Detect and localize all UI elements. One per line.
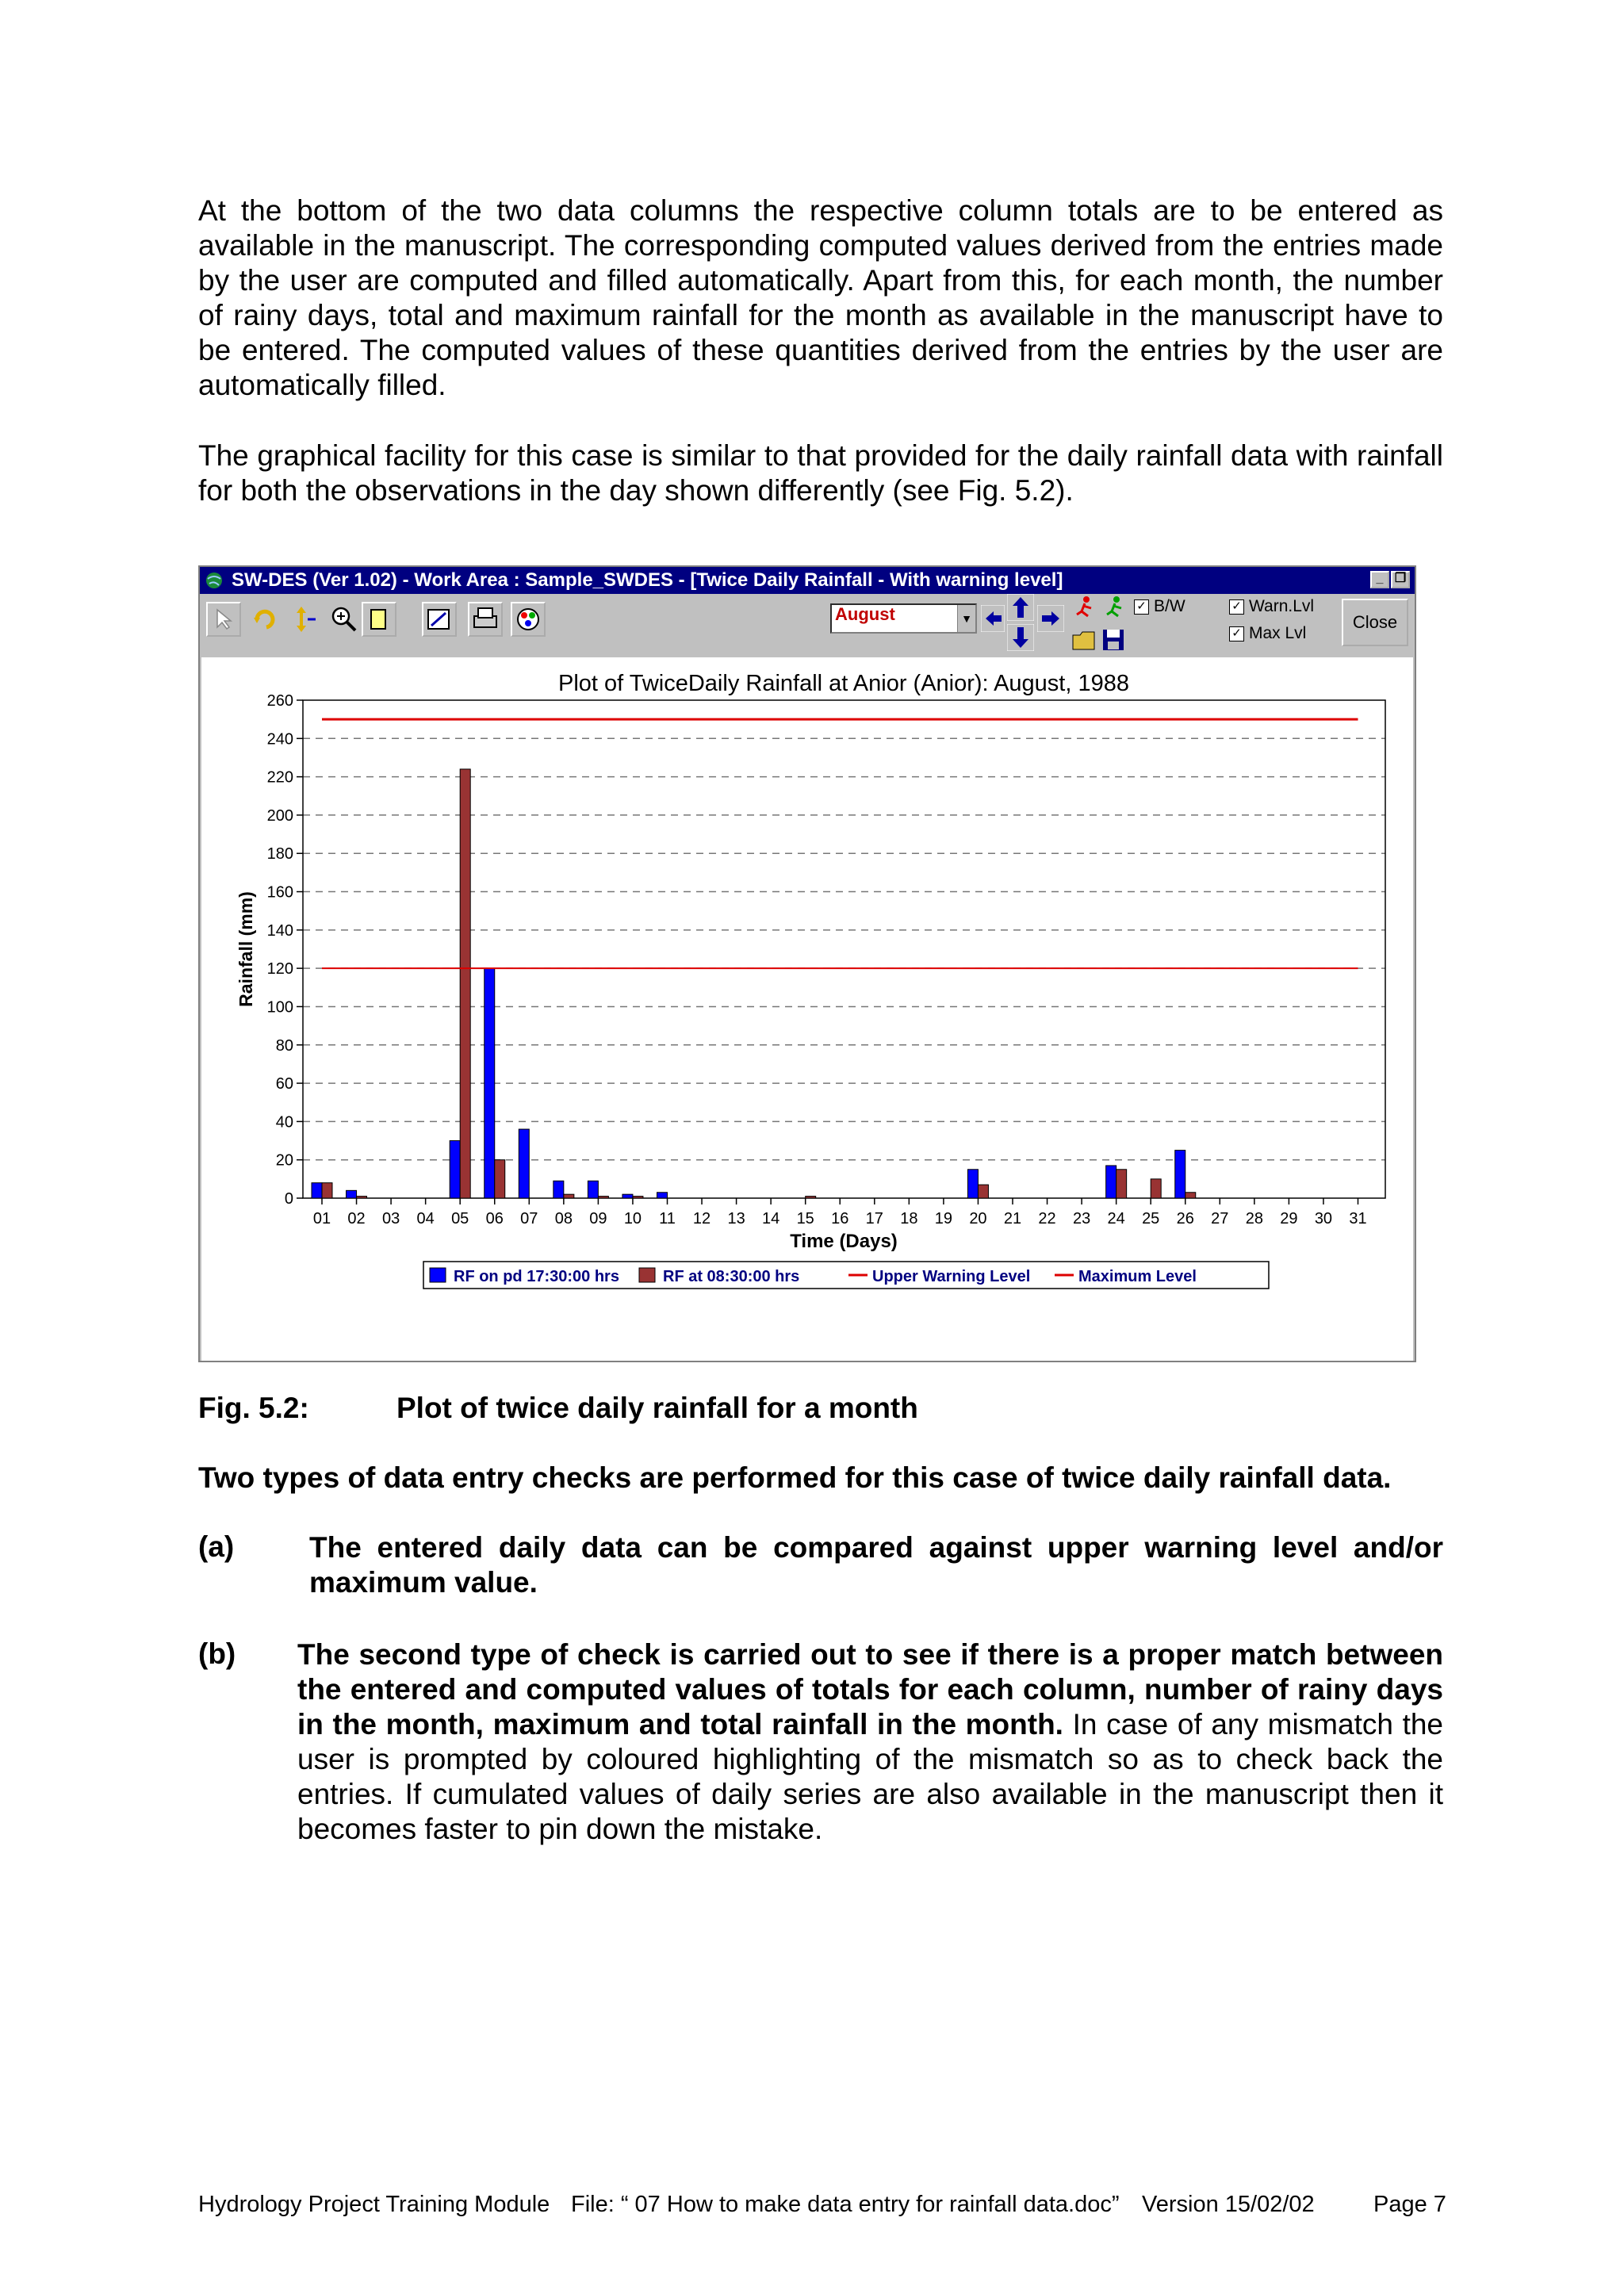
item-a-label: (a) — [198, 1530, 235, 1563]
legend-at-0830-label: RF at 08:30:00 hrs — [663, 1268, 800, 1285]
bar-pd-1730 — [1106, 1166, 1116, 1198]
prev-icon[interactable] — [981, 605, 1005, 632]
x-tick-label: 07 — [520, 1210, 538, 1227]
x-tick-label: 10 — [623, 1210, 642, 1227]
x-tick-label: 11 — [659, 1210, 676, 1227]
bar-pd-1730 — [312, 1183, 322, 1198]
item-b-normal: In case of any mismatch the user is prompted by coloured highlighting of the mismatch so as to check back the entries. If cumulated values of daily series are also available in the manuscript then it becomes faster to pin down the mistake. — [297, 1708, 1443, 1845]
x-tick-label: 28 — [1245, 1210, 1263, 1227]
check-icon: ✓ — [1229, 599, 1244, 615]
minimize-button[interactable]: _ — [1370, 571, 1389, 588]
pointer-icon[interactable] — [206, 602, 241, 637]
y-tick-label: 40 — [275, 1113, 293, 1132]
runner-red-icon[interactable] — [1071, 594, 1099, 622]
x-tick-label: 22 — [1038, 1210, 1056, 1227]
x-tick-label: 27 — [1211, 1210, 1229, 1227]
x-tick-label: 03 — [381, 1210, 400, 1227]
y-tick-label: 160 — [266, 883, 293, 902]
restore-button[interactable]: ❐ — [1391, 571, 1410, 588]
chart-title: Plot of TwiceDaily Rainfall at Anior (Anior): August, 1988 — [557, 671, 1130, 696]
edit-chart-icon[interactable] — [422, 602, 457, 637]
close-button[interactable]: Close — [1342, 599, 1408, 646]
bar-at-0830 — [460, 769, 470, 1198]
legend-at-0830-swatch — [639, 1268, 655, 1282]
y-tick-label: 120 — [266, 960, 293, 978]
toolbar — [200, 594, 1415, 657]
month-select[interactable] — [830, 603, 977, 634]
next-icon[interactable] — [1037, 605, 1064, 632]
x-tick-label: 02 — [347, 1210, 366, 1227]
plot-area — [201, 657, 1413, 1361]
bar-pd-1730 — [657, 1193, 668, 1198]
footer-page: Page 7 — [1373, 2192, 1446, 2217]
month-select-value: August — [835, 604, 895, 624]
x-tick-label: 17 — [865, 1210, 883, 1227]
window-titlebar — [200, 567, 1415, 594]
x-tick-label: 29 — [1280, 1210, 1298, 1227]
bw-checkbox[interactable]: ✓ B/W — [1134, 597, 1185, 616]
x-tick-label: 20 — [969, 1210, 987, 1227]
x-tick-label: 30 — [1314, 1210, 1333, 1227]
footer-version: Version 15/02/02 — [1142, 2192, 1315, 2217]
copy-icon[interactable] — [362, 602, 396, 637]
pan-icon[interactable] — [284, 602, 319, 637]
bar-at-0830 — [1151, 1179, 1161, 1198]
x-tick-label: 26 — [1176, 1210, 1194, 1227]
x-tick-label: 21 — [1003, 1210, 1022, 1227]
y-tick-label: 80 — [275, 1036, 293, 1055]
x-tick-label: 16 — [831, 1210, 849, 1227]
save-icon[interactable] — [1101, 627, 1126, 653]
bar-pd-1730 — [622, 1194, 633, 1198]
bar-at-0830 — [357, 1197, 367, 1198]
check-icon: ✓ — [1134, 599, 1149, 615]
x-tick-label: 12 — [692, 1210, 711, 1227]
figure-title: Plot of twice daily rainfall for a month — [396, 1392, 918, 1424]
bar-at-0830 — [978, 1185, 988, 1198]
x-tick-label: 04 — [416, 1210, 435, 1227]
chevron-down-icon[interactable]: ▼ — [957, 605, 975, 632]
down-icon[interactable] — [1007, 624, 1034, 651]
y-tick-label: 260 — [266, 692, 293, 710]
x-tick-label: 13 — [727, 1210, 745, 1227]
runner-green-icon[interactable] — [1101, 594, 1129, 622]
bar-pd-1730 — [588, 1181, 598, 1198]
y-tick-label: 0 — [284, 1190, 293, 1208]
bar-at-0830 — [598, 1197, 608, 1198]
x-tick-label: 05 — [451, 1210, 469, 1227]
footer-module: Hydrology Project Training Module — [198, 2192, 550, 2217]
y-tick-label: 200 — [266, 806, 293, 825]
x-tick-label: 01 — [312, 1210, 331, 1227]
open-icon[interactable] — [1071, 627, 1097, 653]
window-title: SW-DES (Ver 1.02) - Work Area : Sample_SWDES - [Twice Daily Rainfall - With warning level] — [232, 569, 1063, 591]
bar-pd-1730 — [347, 1190, 357, 1198]
bar-at-0830 — [564, 1194, 574, 1198]
x-tick-label: 25 — [1142, 1210, 1160, 1227]
bar-at-0830 — [495, 1160, 505, 1198]
x-tick-label: 19 — [934, 1210, 953, 1227]
x-tick-label: 14 — [762, 1210, 780, 1227]
y-tick-label: 100 — [266, 998, 293, 1017]
y-tick-label: 240 — [266, 730, 293, 749]
paragraph-intro: At the bottom of the two data columns the respective column totals are to be entered as available in the manuscript. The corresponding computed values derived from the entries made by the user are computed and filled automatically. Apart from this, for each month, the number of rainy days, total and maximum rainfall for the month as available in the manuscript have to be entered. The computed values of these quantities derived from the entries by the user are automatically filled. — [198, 194, 1443, 401]
x-tick-label: 15 — [796, 1210, 814, 1227]
checks-intro: Two types of data entry checks are performed for this case of twice daily rainfall data. — [198, 1461, 1392, 1494]
y-tick-label: 20 — [275, 1151, 293, 1170]
y-tick-label: 180 — [266, 845, 293, 864]
print-icon[interactable] — [468, 602, 503, 637]
swdes-window — [198, 565, 1416, 1362]
legend-pd-1730-swatch — [430, 1268, 446, 1282]
bar-pd-1730 — [967, 1170, 978, 1198]
bar-at-0830 — [1185, 1193, 1196, 1198]
bar-at-0830 — [806, 1197, 816, 1198]
warn-level-checkbox[interactable]: ✓ Warn.Lvl — [1229, 597, 1314, 616]
legend-pd-1730-label: RF on pd 17:30:00 hrs — [454, 1268, 619, 1285]
bar-pd-1730 — [485, 968, 495, 1198]
item-b-label: (b) — [198, 1637, 236, 1670]
x-tick-label: 24 — [1107, 1210, 1125, 1227]
bar-pd-1730 — [1175, 1151, 1185, 1198]
rainfall-chart — [201, 657, 1413, 1361]
zoom-icon[interactable] — [327, 602, 362, 637]
item-b-text — [297, 1637, 1443, 1847]
up-icon[interactable] — [1007, 594, 1034, 621]
x-tick-label: 18 — [900, 1210, 918, 1227]
y-tick-label: 140 — [266, 921, 293, 940]
x-tick-label: 31 — [1349, 1210, 1367, 1227]
item-a-text: The entered daily data can be compared against upper warning level and/or maximum value. — [309, 1531, 1443, 1599]
refresh-icon[interactable] — [249, 602, 284, 637]
bar-pd-1730 — [553, 1181, 564, 1198]
x-tick-label: 06 — [485, 1210, 504, 1227]
x-tick-label: 08 — [554, 1210, 573, 1227]
bar-at-0830 — [322, 1183, 332, 1198]
bar-pd-1730 — [519, 1129, 529, 1198]
paragraph-graphical-facility: The graphical facility for this case is similar to that provided for the daily rainfall data with rainfall for both the observations in the day shown differently (see Fig. 5.2). — [198, 439, 1443, 507]
legend-maximum-level-label: Maximum Level — [1078, 1268, 1197, 1285]
y-tick-label: 220 — [266, 768, 293, 787]
x-tick-label: 23 — [1072, 1210, 1091, 1227]
check-icon: ✓ — [1229, 626, 1244, 641]
figure-label: Fig. 5.2: — [198, 1392, 309, 1424]
globe-icon — [205, 571, 224, 590]
x-axis-label: Time (Days) — [790, 1231, 898, 1252]
bar-pd-1730 — [450, 1141, 460, 1198]
y-tick-label: 60 — [275, 1075, 293, 1093]
max-level-checkbox[interactable]: ✓ Max Lvl — [1229, 624, 1306, 643]
x-tick-label: 09 — [589, 1210, 607, 1227]
bar-at-0830 — [633, 1197, 643, 1198]
y-axis-label: Rainfall (mm) — [236, 891, 256, 1007]
legend-upper-warning-label: Upper Warning Level — [872, 1268, 1031, 1285]
footer-file: File: “ 07 How to make data entry for rainfall data.doc” — [571, 2192, 1120, 2217]
palette-icon[interactable] — [511, 602, 546, 637]
bar-at-0830 — [1116, 1170, 1127, 1198]
item-b-bold: The second type of check is carried out to see if there is a proper match between the entered and computed values of totals for each column, number of rainy days in the month, maximum and total rainfall in the month. — [297, 1638, 1443, 1741]
